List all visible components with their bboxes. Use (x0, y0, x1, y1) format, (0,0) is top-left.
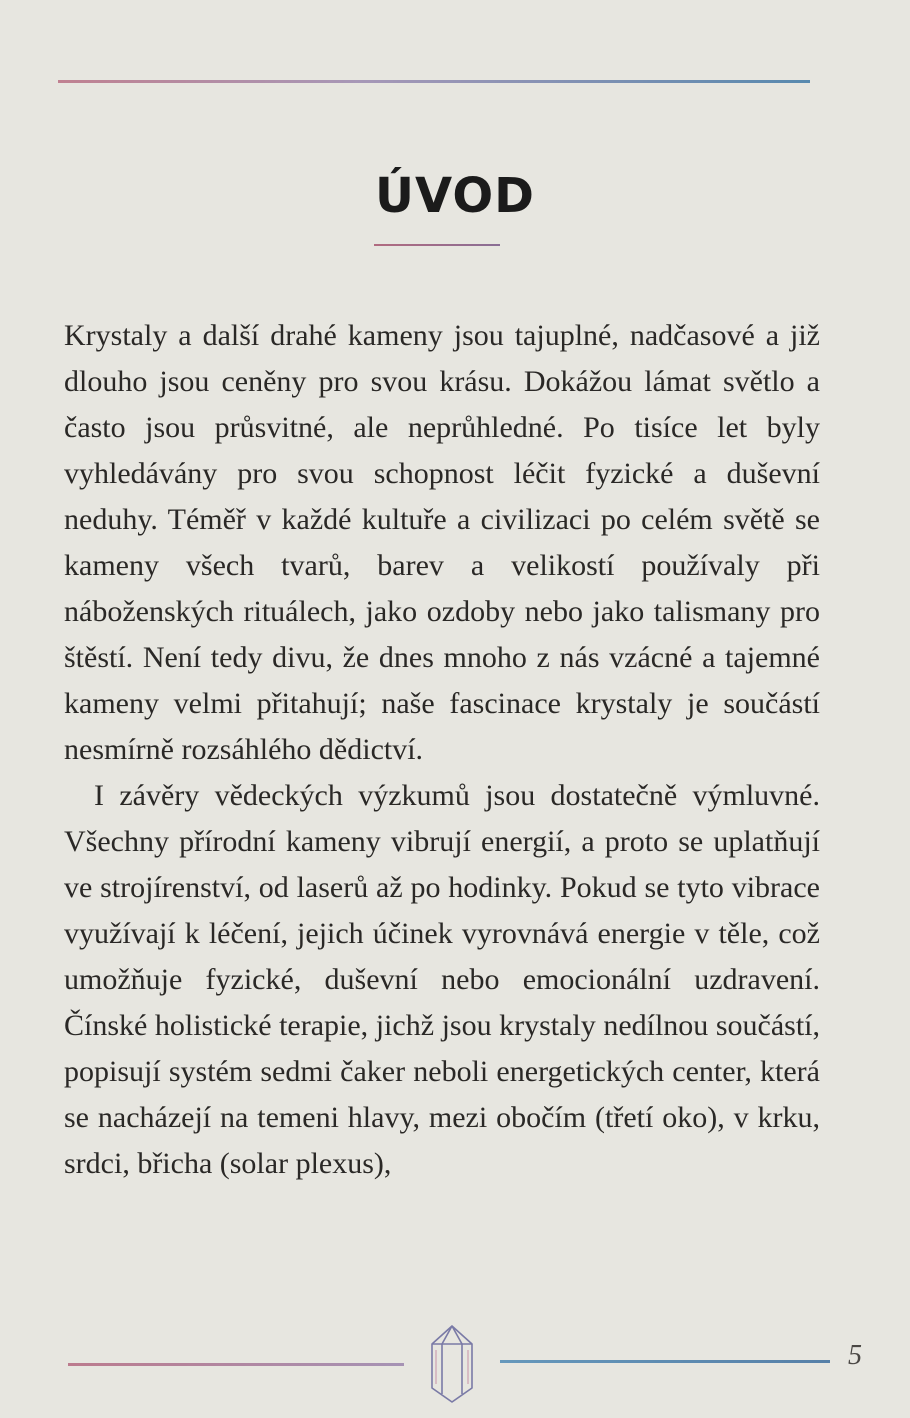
body-text (64, 313, 820, 1187)
top-divider (58, 80, 810, 83)
crystal-icon (424, 1322, 480, 1406)
paragraph-2: I závěry vědeckých výzkumů jsou dostatečně výmluvné. Všechny přírodní kameny vibrují energií, a proto se uplatňují ve strojírenství, od laserů až po hodinky. Pokud se tyto vibrace využívají k léčení, jejich účinek vyrovnává energie v těle, což umožňuje fyzické, duševní nebo emocionální uzdravení. Čínské holistické terapie, jichž jsou krystaly nedílnou součástí, popisují systém sedmi čaker neboli energetických center, která se nacházejí na temeni hlavy, mezi obočím (třetí oko), v krku, srdci, břicha (solar plexus), (64, 779, 820, 1180)
bottom-divider-right (500, 1360, 830, 1363)
paragraph-1: Krystaly a další drahé kameny jsou tajuplné, nadčasové a již dlouho jsou ceněny pro svou krásu. Dokážou lámat světlo a často jsou průsvitné, ale neprůhledné. Po tisíce let byly vyhledávány pro svou schopnost léčit fyzické a duševní neduhy. Téměř v každé kultuře a civilizaci po celém světě se kameny všech tvarů, barev a velikostí používaly při náboženských rituálech, jako ozdoby nebo jako talismany pro štěstí. Není tedy divu, že dnes mnoho z nás vzácné a tajemné kameny velmi přitahují; naše fascinace krystaly je součástí nesmírně rozsáhlého dědictví. (64, 319, 820, 766)
page-title: ÚVOD (375, 168, 535, 224)
title-underline (374, 244, 500, 246)
page-number: 5 (848, 1340, 862, 1371)
bottom-divider-left (68, 1363, 404, 1366)
